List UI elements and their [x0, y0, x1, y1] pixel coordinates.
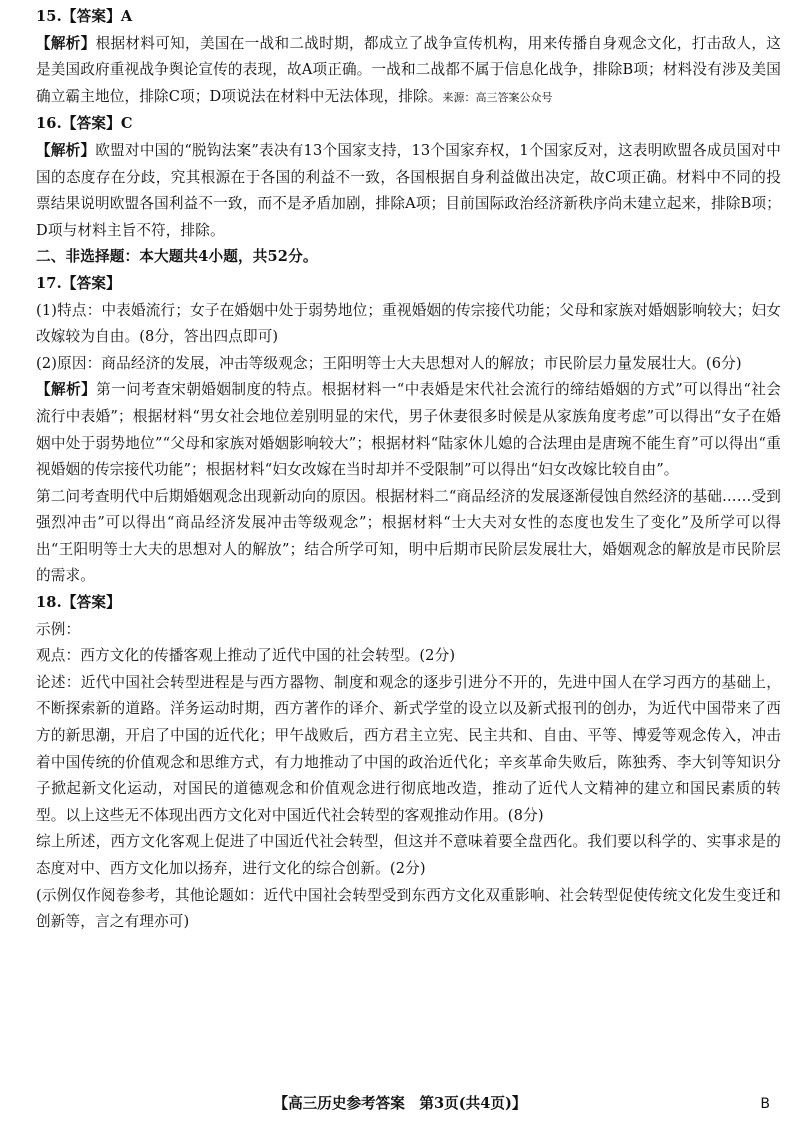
- q17-answer-heading: 17.【答案】: [36, 274, 121, 292]
- footer-version-mark: B: [760, 1096, 770, 1112]
- q15-source-note: 来源：高三答案公众号: [442, 90, 553, 104]
- q16-answer-heading: 16.【答案】C: [36, 115, 133, 133]
- footer-page-info: 【高三历史参考答案 第3页(共4页)】: [273, 1095, 527, 1112]
- q15-answer-heading: 15.【答案】A: [36, 8, 133, 25]
- q18-viewpoint: 观点：西方文化的传播客观上推动了近代中国的社会转型。(2分): [36, 647, 456, 665]
- answer-content: [36, 4, 781, 936]
- q17-analysis-2: 第二问考查明代中后期婚姻观念出现新动向的原因。根据材料二“商品经济的发展逐渐侵蚀自然经济的基础……受到强烈冲击”可以得出“商品经济发展冲击等级观念”；根据材料“士大夫对女性的态度也发生了变化”及所学可以得出“王阳明等士大夫的思想对人的解放”；结合所学可知，明中后期市民阶层发展壮大，婚姻观念的解放是市民阶层的需求。: [36, 487, 781, 585]
- q17-analysis-label: 【解析】: [36, 381, 97, 399]
- q17-part2: (2)原因：商品经济的发展，冲击等级观念；王阳明等士大夫思想对人的解放；市民阶层力量发展壮大。(6分): [36, 354, 742, 372]
- q17-analysis-1-text: 第一问考查宋朝婚姻制度的特点。根据材料一“中表婚是宋代社会流行的缔结婚姻的方式”可以得出“社会流行中表婚”；根据材料“男女社会地位差别明显的宋代，男子休妻很多时候是从家族角度考虑”可以得出“女子在婚姻中处于弱势地位”“父母和家族对婚姻影响较大”；根据材料“陆家休儿媳的合法理由是唐琬不能生育”可以得出“重视婚姻的传宗接代功能”；根据材料“妇女改嫁在当时却并不受限制”可以得出“妇女改嫁比较自由”。: [36, 381, 781, 479]
- q18-answer-heading: 18.【答案】: [36, 594, 121, 612]
- q17-part1: (1)特点：中表婚流行；女子在婚姻中处于弱势地位；重视婚姻的传宗接代功能；父母和家族对婚姻影响较大；妇女改嫁较为自由。(8分，答出四点即可): [36, 301, 781, 346]
- q15-analysis: [36, 31, 781, 112]
- q16-analysis-text: 欧盟对中国的“脱钩法案”表决有13个国家支持，13个国家弃权，1个国家反对，这表明欧盟各成员国对中国的态度存在分歧，究其根源在于各国的利益不一致，各国根据自身利益做出决定，故C项正确。材料中不同的投票结果说明欧盟各国利益不一致，而不是矛盾加剧，排除A项；目前国际政治经济新秩序尚未建立起来，排除B项；D项与材料主旨不符，排除。: [36, 141, 781, 239]
- q17-analysis-1: [36, 377, 781, 483]
- q15-analysis-text: 根据材料可知，美国在一战和二战时期，都成立了战争宣传机构，用来传播自身观念文化，打击敌人，这是美国政府重视战争舆论宣传的表现，故A项正确。一战和二战都不属于信息化战争，排除B项；材料没有涉及美国确立霸主地位，排除C项；D项说法在材料中无法体现，排除。: [36, 34, 782, 105]
- q18-argument: 论述：近代中国社会转型进程是与西方器物、制度和观念的逐步引进分不开的，先进中国人在学习西方的基础上，不断探索新的道路。洋务运动时期，西方著作的译介、新式学堂的设立以及新式报刊的创办，为近代中国带来了西方的新思潮，开启了中国的近代化；甲午战败后，西方君主立宪、民主共和、自由、平等、博爱等观念传入，冲击着中国传统的价值观念和思维方式，有力地推动了中国的政治近代化；辛亥革命失败后，陈独秀、李大钊等知识分子掀起新文化运动，对国民的道德观念和价值观念进行彻底地改造，推动了近代人文精神的建立和国民素质的转型。以上这些无不体现出西方文化对中国近代社会转型的客观推动作用。(8分): [36, 673, 781, 824]
- q18-conclusion: 综上所述，西方文化客观上促进了中国近代社会转型，但这并不意味着要全盘西化。我们要以科学的、实事求是的态度对中、西方文化加以扬弃，进行文化的综合创新。(2分): [36, 833, 781, 877]
- q18-note: (示例仅作阅卷参考，其他论题如：近代中国社会转型受到东西方文化双重影响、社会转型促使传统文化发生变迁和创新等，言之有理亦可): [36, 886, 781, 931]
- q16-analysis-label: 【解析】: [36, 141, 96, 159]
- q18-example-label: 示例：: [36, 620, 81, 638]
- q16-analysis: [36, 138, 781, 244]
- q15-analysis-label: 【解析】: [36, 34, 96, 52]
- section-2-title: 二、非选择题：本大题共4小题，共52分。: [36, 248, 318, 266]
- page-footer: [0, 1090, 800, 1118]
